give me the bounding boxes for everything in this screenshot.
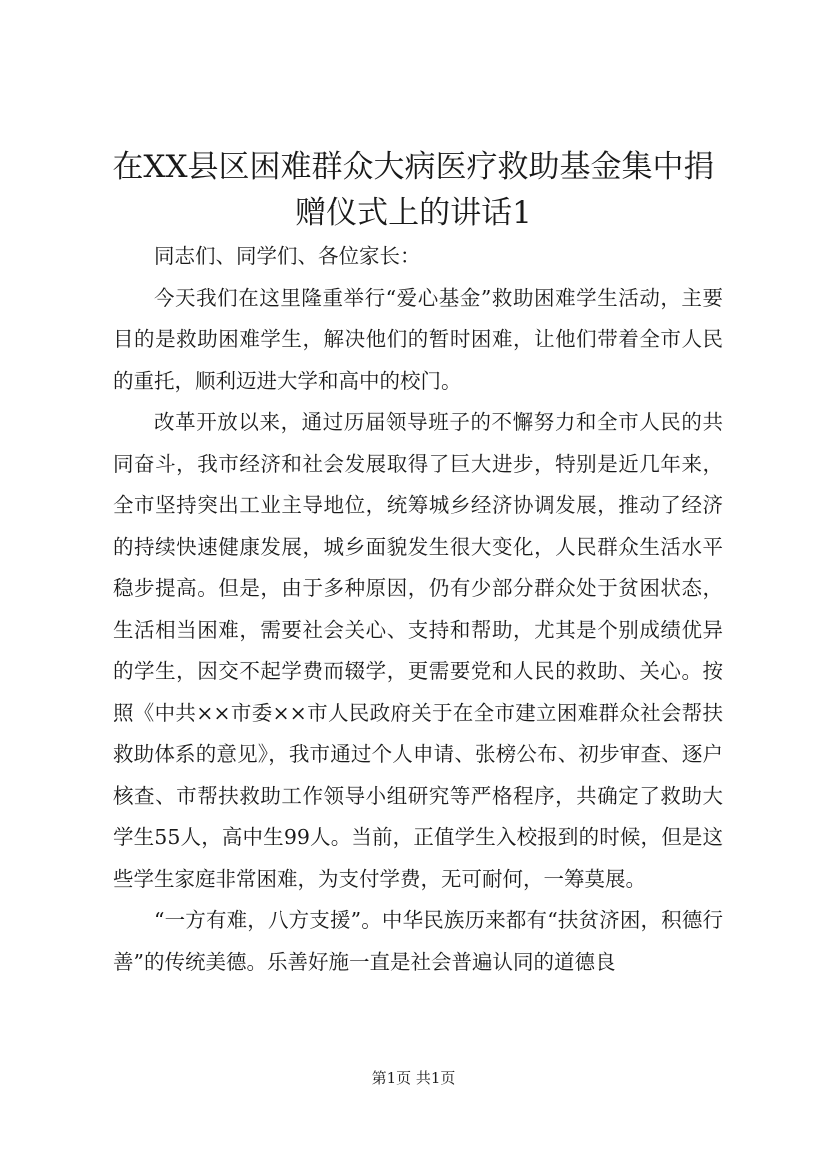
salutation-paragraph: 同志们、同学们、各位家长： [154, 244, 421, 268]
document-title [100, 144, 727, 236]
body-paragraph: “一方有难，八方支援”。中华民族历来都有“扶贫济困，积德行善”的传统美德。乐善好施一直是社会普遍认同的道德良 [113, 908, 723, 974]
body-paragraph: 今天我们在这里隆重举行“爱心基金”救助困难学生活动，主要目的是救助困难学生，解决他们的暂时困难，让他们带着全市人民的重托，顺利迈进大学和高中的校门。 [113, 285, 723, 393]
document-body [113, 236, 723, 983]
body-paragraph: 改革开放以来，通过历届领导班子的不懈努力和全市人民的共同奋斗，我市经济和社会发展取得了巨大进步，特别是近几年来，全市坚持突出工业主导地位，统筹城乡经济协调发展，推动了经济的持续快速健康发展，城乡面貌发生很大变化，人民群众生活水平稳步提高。但是，由于多种原因，仍有少部分群众处于贫困状态，生活相当困难，需要社会关心、支持和帮助，尤其是个别成绩优异的学生，因交不起学费而辍学，更需要党和人民的救助、关心。按照《中共××市委××市人民政府关于在全市建立困难群众社会帮扶救助体系的意见》，我市通过个人申请、张榜公布、初步审查、逐户核查、市帮扶救助工作领导小组研究等严格程序，共确定了救助大学生55人，高中生99人。当前，正值学生入校报到的时候，但是这些学生家庭非常困难，为支付学费，无可耐何，一筹莫展。 [113, 410, 723, 891]
page-number-footer: 第1页 共1页 [371, 1069, 456, 1087]
title-line-2: 赠仪式上的讲话1 [295, 195, 532, 231]
title-line-1: 在XX县区困难群众大病医疗救助基金集中捐 [112, 149, 715, 185]
